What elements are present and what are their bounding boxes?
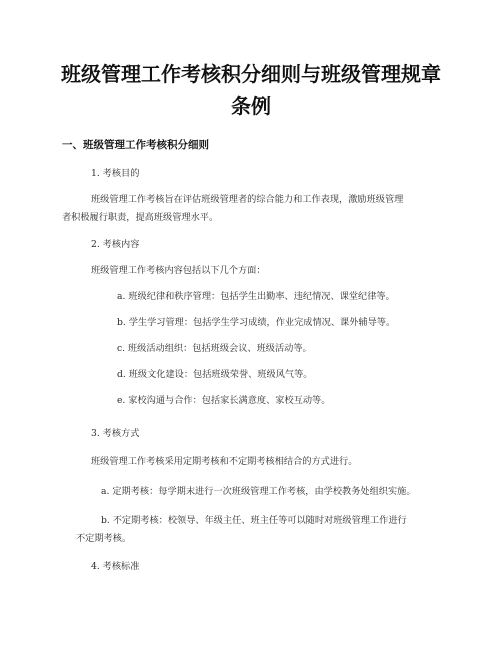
method-item-b-line-2: 不定期考核。: [76, 533, 132, 544]
method-item-b-line-1: b. 不定期考核：校领导、年级主任、班主任等可以随时对班级管理工作进行: [101, 515, 407, 526]
document-title-line-1: 班级管理工作考核积分细则与班级管理规章: [61, 62, 441, 86]
document-title-line-2: 条例: [231, 94, 271, 118]
purpose-text-line-2: 者积极履行职责，提高班级管理水平。: [62, 212, 219, 223]
method-label: 3. 考核方式: [91, 428, 140, 439]
method-intro: 班级管理工作考核采用定期考核和不定期考核相结合的方式进行。: [91, 456, 358, 467]
content-item-c: c. 班级活动组织：包括班级会议、班级活动等。: [117, 343, 312, 354]
content-label: 2. 考核内容: [91, 239, 140, 250]
purpose-text-line-1: 班级管理工作考核旨在评估班级管理者的综合能力和工作表现，激励班级管理: [91, 194, 404, 205]
standard-label: 4. 考核标准: [91, 561, 140, 572]
content-intro: 班级管理工作考核内容包括以下几个方面：: [91, 265, 266, 276]
content-item-e: e. 家校沟通与合作：包括家长满意度、家校互动等。: [117, 395, 331, 406]
content-item-d: d. 班级文化建设：包括班级荣誉、班级风气等。: [117, 369, 313, 380]
method-item-a: a. 定期考核：每学期末进行一次班级管理工作考核，由学校教务处组织实施。: [101, 486, 416, 497]
content-item-a: a. 班级纪律和秩序管理：包括学生出勤率、违纪情况、课堂纪律等。: [117, 291, 395, 302]
section-1-heading: 一、班级管理工作考核积分细则: [62, 139, 209, 151]
purpose-label: 1. 考核目的: [91, 168, 140, 179]
content-item-b: b. 学生学习管理：包括学生学习成绩，作业完成情况、课外辅导等。: [117, 317, 396, 328]
